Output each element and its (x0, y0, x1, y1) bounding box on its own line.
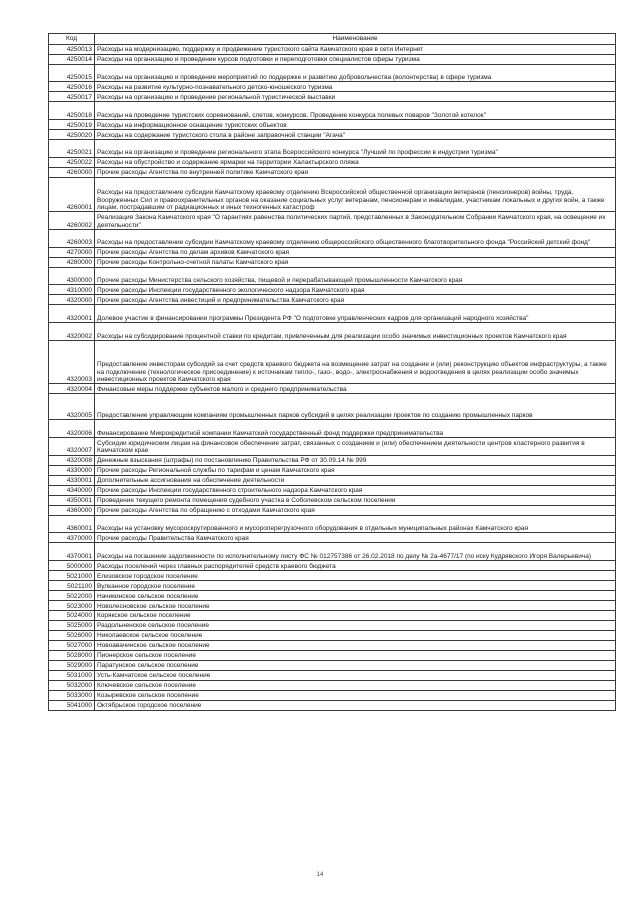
row-name: Вулканное городское поселение (95, 581, 616, 591)
row-name: Прочие расходы Правительства Камчатского края (95, 533, 616, 543)
row-name: Октябрьское городское поселение (95, 700, 616, 710)
row-name: Прочие расходы Агентства по обращению с отходами Камчатского края (95, 505, 616, 515)
budget-codes-table (48, 33, 616, 711)
row-code: 5023000 (49, 600, 95, 610)
table-row (49, 305, 616, 323)
row-code: 5029000 (49, 660, 95, 670)
row-code: 5031000 (49, 670, 95, 680)
table-row (49, 650, 616, 660)
row-code: 4320003 (49, 340, 95, 383)
row-code: 4250021 (49, 139, 95, 157)
row-code: 5033000 (49, 690, 95, 700)
row-code: 4320004 (49, 384, 95, 394)
table-row (49, 533, 616, 543)
table-row (49, 571, 616, 581)
row-code: 4270000 (49, 247, 95, 257)
row-name: Реализация Закона Камчатского края "О гарантиях равенства политических партий, представленных в Законодательном Собрании Камчатского края, на освещение их деятельности" (95, 212, 616, 230)
row-code: 4320007 (49, 437, 95, 455)
row-code: 5022000 (49, 590, 95, 600)
row-name: Прочие расходы Контрольно-счетной палаты Камчатского края (95, 257, 616, 267)
table-row (49, 295, 616, 305)
row-name: Расходы на погашение задолженности по исполнительному листу ФС № 012757386 от 26.02.2018 по делу № 2а-4677/17 (по иску Кудрявского Игоря Валерьевича) (95, 543, 616, 561)
row-name: Прочие расходы Агентства инвестиций и предпринимательства Камчатского края (95, 295, 616, 305)
row-code: 4250020 (49, 129, 95, 139)
row-code: 5041000 (49, 700, 95, 710)
row-name: Расходы на организацию и проведение курсов подготовки и переподготовки специалистов сферы туризма (95, 54, 616, 64)
table-row (49, 590, 616, 600)
row-name: Долевое участие в финансировании программы Президента РФ "О подготовке управленческих кадров для организаций народного хозяйства" (95, 305, 616, 323)
name-column-header: Наименование (95, 34, 616, 45)
table-row (49, 455, 616, 465)
table-row (49, 212, 616, 230)
table-body (49, 44, 616, 710)
row-code: 4250015 (49, 64, 95, 82)
row-name: Расходы поселений через главных распорядителей средств краевого бюджета (95, 561, 616, 571)
row-code: 4300000 (49, 267, 95, 285)
table-row (49, 129, 616, 139)
table-row (49, 92, 616, 102)
row-code: 5026000 (49, 630, 95, 640)
row-name: Расходы на установку мусороскрутированного и мусороперегрузочного оборудования в отдельных муниципальных районах Камчатского края (95, 515, 616, 533)
table-row (49, 700, 616, 710)
row-code: 4320000 (49, 295, 95, 305)
table-row (49, 177, 616, 212)
table-row (49, 475, 616, 485)
table-row (49, 600, 616, 610)
row-name: Предоставление инвесторам субсидий за счет средств краевого бюджета на возмещение затрат на создание и (или) реконструкцию объектов инфраструктуры, а также на подключение (технологическое присоединение) к источникам тепло-, газо-, водо-, электроснабжения и водоотведения в целях реализации особо значимых инвестиционных проектов Камчатского края (95, 340, 616, 383)
row-code: 4260000 (49, 167, 95, 177)
row-code: 4260002 (49, 212, 95, 230)
row-name: Елизовское городское поселение (95, 571, 616, 581)
table-row (49, 543, 616, 561)
row-name: Субсидии юридическим лицам на финансовое обеспечение затрат, связанных с созданием и (или) обеспечением деятельности центров кластерного развития в Камчатском крае (95, 437, 616, 455)
table-row (49, 630, 616, 640)
row-name: Расходы на предоставление субсидии Камчатскому краевому отделению общероссийского общественного благотворительного фонда "Российский детский фонд" (95, 229, 616, 247)
table-row (49, 515, 616, 533)
row-code: 4330001 (49, 475, 95, 485)
row-code: 4280000 (49, 257, 95, 267)
page-number: 14 (316, 872, 324, 878)
row-code: 4250016 (49, 82, 95, 92)
table-row (49, 680, 616, 690)
table-header-row (49, 34, 616, 45)
row-name: Прочие расходы Министерства сельского хозяйства, пищевой и перерабатывающей промышленности Камчатского края (95, 267, 616, 285)
table-row (49, 505, 616, 515)
row-name: Корякское сельское поселение (95, 610, 616, 620)
row-name: Расходы на организацию и проведение регионального этапа Всероссийского конкурса "Лучший по профессии в индустрии туризма" (95, 139, 616, 157)
row-code: 4250022 (49, 157, 95, 167)
code-column-header: Код (49, 34, 95, 45)
row-name: Расходы на модернизацию, поддержку и продвижение туристского сайта Камчатского края в сети Интернет (95, 44, 616, 54)
row-code: 4320002 (49, 323, 95, 341)
table-row (49, 82, 616, 92)
row-code: 4260003 (49, 229, 95, 247)
table-row (49, 610, 616, 620)
row-name: Ключевское сельское поселение (95, 680, 616, 690)
table-row (49, 257, 616, 267)
row-code: 5025000 (49, 620, 95, 630)
row-name: Расходы на организацию и проведение мероприятий по поддержке и развитию добровольчества (волонтерства) в сфере туризма (95, 64, 616, 82)
table-row (49, 157, 616, 167)
row-name: Расходы на содержание туристского стола в районе заправочной станции "Агача" (95, 129, 616, 139)
row-code: 4360000 (49, 505, 95, 515)
table-row (49, 44, 616, 54)
row-name: Прочие расходы Инспекции государственного экологического надзора Камчатского края (95, 285, 616, 295)
table-row (49, 660, 616, 670)
row-code: 4260001 (49, 177, 95, 212)
row-name: Денежные взыскания (штрафы) по постановлению Правительства РФ от 30.09.14 № 999 (95, 455, 616, 465)
row-code: 4250014 (49, 54, 95, 64)
row-name: Дополнительные ассигнования на обеспечение деятельности (95, 475, 616, 485)
row-name: Пионерское сельское поселение (95, 650, 616, 660)
row-code: 4320001 (49, 305, 95, 323)
table-row (49, 640, 616, 650)
row-name: Расходы на обустройство и содержание ярмарки на территории Халактырского пляжа (95, 157, 616, 167)
row-code: 5021000 (49, 571, 95, 581)
table-row (49, 690, 616, 700)
row-code: 4370001 (49, 543, 95, 561)
row-code: 4320008 (49, 455, 95, 465)
table-row (49, 139, 616, 157)
row-code: 5021100 (49, 581, 95, 591)
row-name: Козыревское сельское поселение (95, 690, 616, 700)
table-row (49, 620, 616, 630)
table-row (49, 394, 616, 420)
row-name: Расходы на проведение туристских соревнований, слетов, конкурсов. Проведение конкурса полевых поваров "Золотой котелок" (95, 102, 616, 120)
row-code: 4320005 (49, 394, 95, 420)
row-code: 4330000 (49, 465, 95, 475)
table-row (49, 229, 616, 247)
table-row (49, 119, 616, 129)
row-name: Усть-Камчатское сельское поселение (95, 670, 616, 680)
row-name: Предоставление управляющим компаниям промышленных парков субсидий в целях реализации проектов по созданию промышленных парков (95, 394, 616, 420)
row-name: Проведение текущего ремонта помещения судебного участка в Соболевском сельском поселении (95, 495, 616, 505)
row-name: Николаевское сельское поселение (95, 630, 616, 640)
row-name: Прочие расходы Агентства по внутренней политике Камчатского края (95, 167, 616, 177)
row-code: 4370000 (49, 533, 95, 543)
row-name: Расходы на развитие культурно-познавательного детско-юношеского туризма (95, 82, 616, 92)
table-row (49, 670, 616, 680)
row-code: 5027000 (49, 640, 95, 650)
table-row (49, 102, 616, 120)
row-name: Паратунское сельское поселение (95, 660, 616, 670)
row-code: 4340000 (49, 485, 95, 495)
row-code: 5000000 (49, 561, 95, 571)
table-row (49, 495, 616, 505)
table-row (49, 581, 616, 591)
table-row (49, 285, 616, 295)
table-row (49, 465, 616, 475)
row-name: Новоавачинское сельское поселение (95, 640, 616, 650)
row-name: Начикинское сельское поселение (95, 590, 616, 600)
row-name: Расходы на субсидирование процентной ставки по кредитам, привлеченным для реализации особо значимых инвестиционных проектов Камчатского края (95, 323, 616, 341)
row-code: 4250019 (49, 119, 95, 129)
row-name: Расходы на информационное оснащение туристских объектов (95, 119, 616, 129)
table-row (49, 247, 616, 257)
row-name: Финансовые меры поддержки субъектов малого и среднего предпринимательства (95, 384, 616, 394)
row-code: 4320006 (49, 420, 95, 438)
row-code: 4310000 (49, 285, 95, 295)
table-row (49, 267, 616, 285)
table-row (49, 384, 616, 394)
table-row (49, 437, 616, 455)
row-code: 5024000 (49, 610, 95, 620)
row-name: Финансирование Микрокредитной компании Камчатский государственный фонд поддержки предпринимательства (95, 420, 616, 438)
row-code: 4360001 (49, 515, 95, 533)
row-name: Расходы на предоставление субсидии Камчатскому краевому отделению Всероссийской общественной организации ветеранов (пенсионеров) войны, труда, Вооруженных Сил и правоохранительных органов на оказание социальных услуг ветеранам, пенсионерам и инвалидам, участникам локальных и других войн, а также лицам, пострадавшим от радиационных и иных техногенных катастроф (95, 177, 616, 212)
table-row (49, 323, 616, 341)
table-row (49, 64, 616, 82)
row-code: 4250018 (49, 102, 95, 120)
table-row (49, 561, 616, 571)
table-row (49, 420, 616, 438)
table-row (49, 485, 616, 495)
row-name: Прочие расходы Агентства по делам архивов Камчатского края (95, 247, 616, 257)
table-row (49, 167, 616, 177)
row-name: Раздольненское сельское поселение (95, 620, 616, 630)
row-code: 4350001 (49, 495, 95, 505)
row-name: Прочие расходы Региональной службы по тарифам и ценам Камчатского края (95, 465, 616, 475)
row-name: Новолесновское сельское поселение (95, 600, 616, 610)
row-code: 4250017 (49, 92, 95, 102)
row-code: 4250013 (49, 44, 95, 54)
row-name: Прочие расходы Инспекции государственного строительного надзора Камчатского края (95, 485, 616, 495)
table-row (49, 54, 616, 64)
row-code: 5032000 (49, 680, 95, 690)
row-name: Расходы на организацию и проведение региональной туристической выставки (95, 92, 616, 102)
table-row (49, 340, 616, 383)
row-code: 5028000 (49, 650, 95, 660)
